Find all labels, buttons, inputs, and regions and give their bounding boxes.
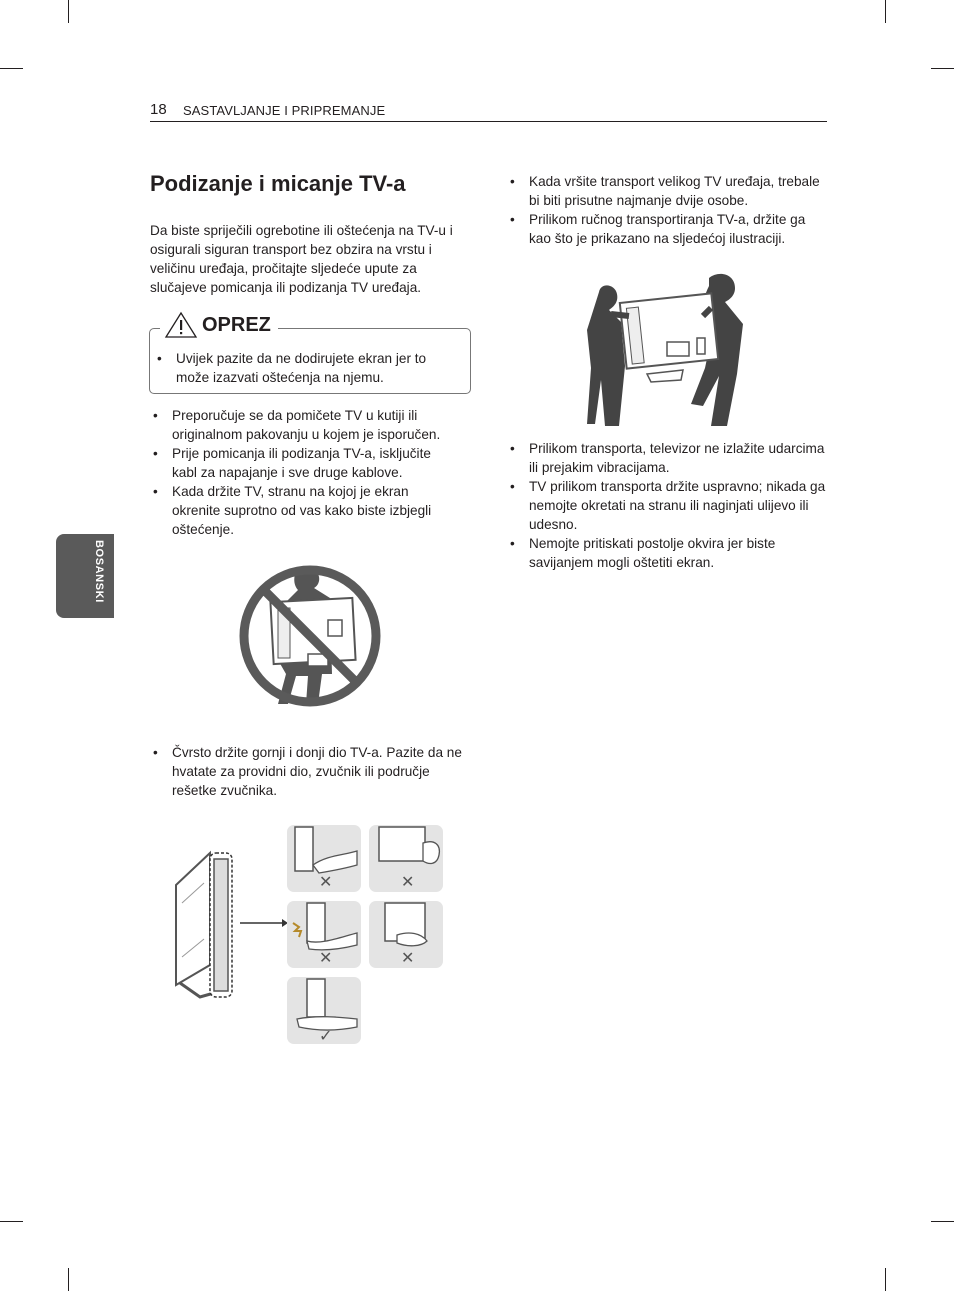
list-item: • Prilikom transporta, televizor ne izlažite udarcima ili prejakim vibracijama.	[507, 439, 833, 477]
caution-header	[160, 308, 278, 342]
list-item: • Čvrsto držite gornji i donji dio TV-a. Pazite da ne hvatate za providni dio, zvučnik ili područje rešetke zvučnika.	[150, 743, 466, 800]
crop-mark	[68, 0, 69, 23]
crop-mark	[931, 68, 954, 69]
transport-warnings-list	[507, 439, 833, 572]
caution-item: • Uvijek pazite da ne dodirujete ekran jer to može izazvati oštećenja na njemu.	[154, 349, 450, 387]
prohibited-carry-illustration	[238, 564, 382, 708]
svg-text:✕: ✕	[319, 872, 333, 891]
hand-grip-icon	[287, 901, 361, 968]
crop-mark	[885, 1268, 886, 1291]
list-item: • TV prilikom transporta držite uspravno; nikada ga nemojte okretati na stranu ili naginjati ulijevo ili udesno.	[507, 477, 833, 534]
crop-mark	[68, 1268, 69, 1291]
page-number: 18	[150, 101, 167, 118]
grip-panel-correct	[287, 977, 361, 1044]
list-item: • Nemojte pritiskati postolje okvira jer biste savijanjem mogli oštetiti ekran.	[507, 534, 833, 572]
crop-mark	[885, 0, 886, 23]
grip-panel-wrong	[369, 901, 443, 968]
list-item: • Kada vršite transport velikog TV uređaja, trebale bi biti prisutne najmanje dvije osobe.	[507, 172, 829, 210]
caution-list	[154, 349, 450, 387]
page-title: Podizanje i micanje TV-a	[150, 171, 406, 196]
svg-text:✕: ✕	[401, 872, 415, 891]
crop-mark	[0, 68, 23, 69]
intro-paragraph: Da biste spriječili ogrebotine ili oštećenja na TV-u i osigurali siguran transport bez obzira na vrstu i veličinu uređaja, pročitajte sljedeće upute za slučajeve pomicanja ili podizanja TV uređaja.	[150, 223, 453, 295]
tv-side-illustration	[170, 845, 288, 1001]
svg-text:✕: ✕	[401, 948, 415, 967]
header-rule	[150, 121, 827, 122]
hand-grip-icon	[369, 825, 443, 892]
two-person-carry-illustration	[585, 270, 749, 428]
list-item: • Kada držite TV, stranu na kojoj je ekran okrenite suprotno od vas kako biste izbjegli oštećenje.	[150, 482, 458, 539]
svg-text:✕: ✕	[319, 948, 333, 967]
crop-mark	[931, 1221, 954, 1222]
warning-icon	[164, 311, 198, 339]
list-item: • Preporučuje se da pomičete TV u kutiji ili originalnom pakovanju u kojem je isporučen.	[150, 406, 458, 444]
hand-grip-icon	[369, 901, 443, 968]
list-item: • Prilikom ručnog transportiranja TV-a, držite ga kao što je prikazano na sljedećoj ilustraciji.	[507, 210, 829, 248]
grip-panel-wrong	[287, 901, 361, 968]
handling-list	[150, 406, 458, 539]
hand-grip-icon	[287, 977, 361, 1044]
grip-panel-wrong	[369, 825, 443, 892]
language-tab	[56, 534, 114, 618]
grip-panel-wrong	[287, 825, 361, 892]
caution-label: OPREZ	[202, 313, 271, 336]
crop-mark	[0, 1221, 23, 1222]
hand-grip-icon	[287, 825, 361, 892]
language-tab-label: BOSANSKI	[93, 540, 105, 603]
svg-text:✓: ✓	[319, 1026, 333, 1044]
list-item: • Prije pomicanja ili podizanja TV-a, isključite kabl za napajanje i sve druge kablove.	[150, 444, 458, 482]
transport-list	[507, 172, 829, 248]
grip-list	[150, 743, 466, 800]
section-title: SASTAVLJANJE I PRIPREMANJE	[183, 103, 386, 118]
